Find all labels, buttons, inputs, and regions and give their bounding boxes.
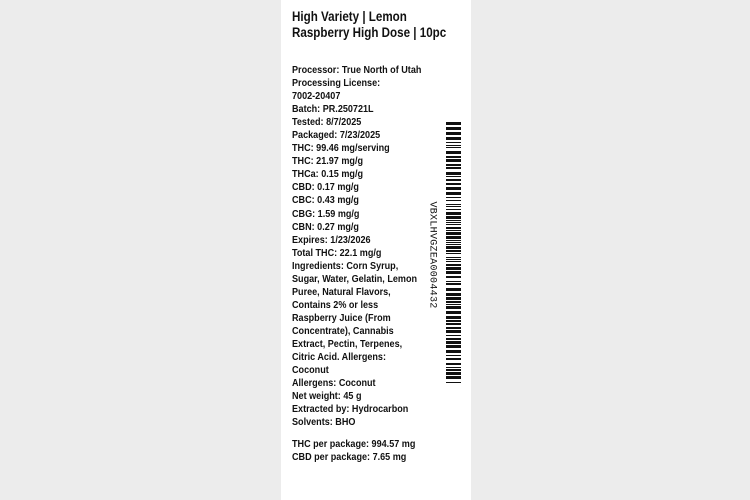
package-totals <box>292 438 415 464</box>
thca-line: THCa: 0.15 mg/g <box>292 169 364 181</box>
license-number-line: 7002-20407 <box>292 91 341 103</box>
expires-line: Expires: 1/23/2026 <box>292 234 371 246</box>
processor-line: Processor: True North of Utah <box>292 65 422 76</box>
net-weight-line: Net weight: 45 g <box>292 391 362 403</box>
packaged-date-line: Packaged: 7/23/2025 <box>292 130 381 142</box>
barcode-text: VBXLHVGZEA0004432 <box>426 201 438 309</box>
allergens-line: Allergens: Coconut <box>292 378 376 390</box>
label-info-list <box>292 64 442 429</box>
cbn-line: CBN: 0.27 mg/g <box>292 221 359 233</box>
thc-serving-line: THC: 99.46 mg/serving <box>292 143 390 155</box>
cbd-per-package-line: CBD per package: 7.65 mg <box>292 452 407 464</box>
solvents-line: Solvents: BHO <box>292 417 356 429</box>
license-label-line: Processing License: <box>292 78 381 90</box>
ingredients-block: Ingredients: Corn Syrup, Sugar, Water, Gelatin, Lemon Puree, Natural Flavors, Contains 2% or less Raspberry Juice (From Concentrate), Cannabis Extract, Pectin, Terpenes, Citric Acid. Allergens: Coconut <box>292 260 418 377</box>
extracted-by-line: Extracted by: Hydrocarbon <box>292 404 409 416</box>
cbg-line: CBG: 1.59 mg/g <box>292 208 360 220</box>
total-thc-line: Total THC: 22.1 mg/g <box>292 247 382 259</box>
tested-date-line: Tested: 8/7/2025 <box>292 117 362 129</box>
cbd-line: CBD: 0.17 mg/g <box>292 182 359 194</box>
product-title: High Variety | Lemon Raspberry High Dose | 10pc <box>292 9 447 40</box>
thc-per-package-line: THC per package: 994.57 mg <box>292 439 416 450</box>
product-label <box>281 0 471 500</box>
barcode <box>446 122 461 384</box>
cbc-line: CBC: 0.43 mg/g <box>292 195 359 207</box>
batch-line: Batch: PR.250721L <box>292 104 374 116</box>
thc-line: THC: 21.97 mg/g <box>292 156 364 168</box>
